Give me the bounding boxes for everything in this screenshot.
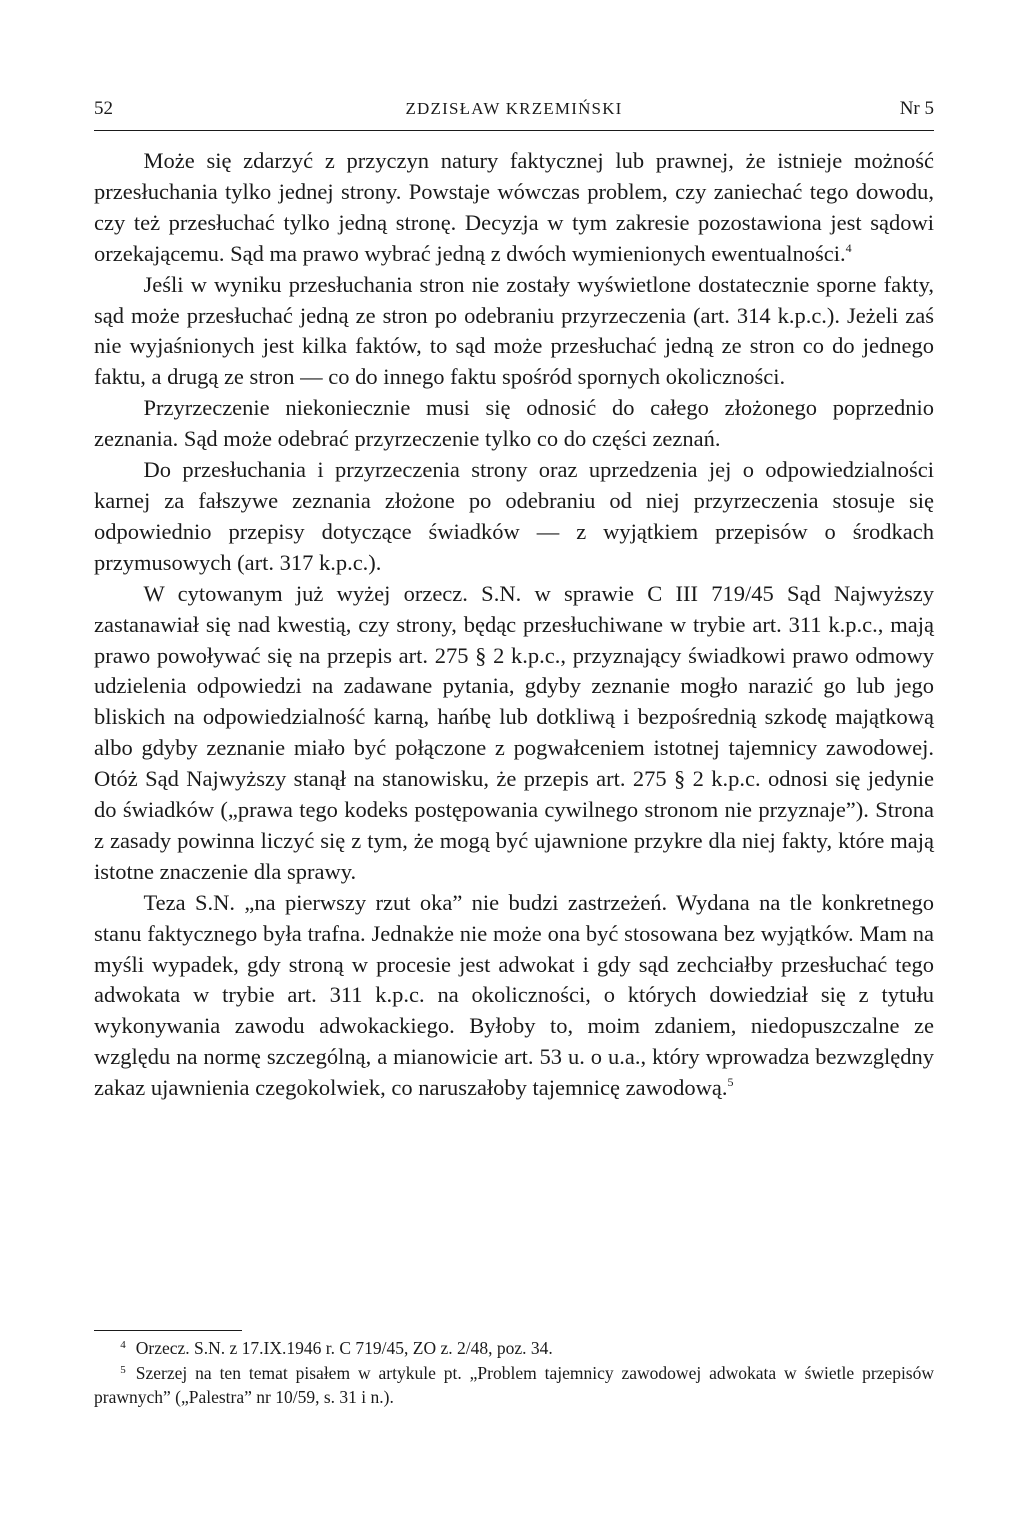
paragraph	[94, 146, 934, 270]
footnotes	[94, 1336, 934, 1410]
paragraph	[94, 270, 934, 394]
paragraph	[94, 579, 934, 888]
footnote-text: Orzecz. S.N. z 17.IX.1946 r. C 719/45, ZO z. 2/48, poz. 34.	[135, 1338, 553, 1358]
footnote-mark: 5	[120, 1363, 126, 1376]
running-title: ZDZISŁAW KRZEMIŃSKI	[405, 99, 623, 118]
paragraph	[94, 393, 934, 455]
paragraph-text: Przyrzeczenie niekoniecznie musi się odnosić do całego złożonego poprzednio zeznania. Sąd może odebrać przyrzeczenie tylko co do części zeznań.	[94, 395, 934, 452]
paragraph-text: Może się zdarzyć z przyczyn natury faktycznej lub prawnej, że istnieje możność przesłuchania tylko jednej strony. Powstaje wówczas problem, czy zaniechać tego dowodu, czy też przesłuchać tylko jedną stronę. Decyzja w tym zakresie pozostawiona jest sądowi orzekającemu. Sąd ma prawo wybrać jedną z dwóch wymienionych ewentualności.	[94, 148, 934, 266]
footnote-text: Szerzej na ten temat pisałem w artykule pt. „Problem tajemnicy zawodowej adwokata w świetle przepisów prawnych” („Palestra” nr 10/59, s. 31 i n.).	[94, 1362, 934, 1407]
paragraph-text: Jeśli w wyniku przesłuchania stron nie zostały wyświetlone dostatecznie sporne fakty, sąd może przesłuchać jedną ze stron po odebraniu przyrzeczenia (art. 314 k.p.c.). Jeżeli zaś nie wyjaśnionych jest kilka faktów, to sąd może przesłuchać jedną ze stron co do jednego faktu, a drugą ze stron — co do innego faktu spośród spornych okoliczności.	[94, 271, 934, 390]
page-number: 52	[94, 98, 113, 119]
footnote	[94, 1361, 934, 1410]
footnote-rule	[94, 1330, 242, 1331]
paragraph	[94, 888, 934, 1104]
footnote-mark: 4	[120, 1339, 126, 1351]
footnote-ref[interactable]: 4	[845, 240, 852, 255]
footnote	[94, 1336, 934, 1361]
paragraph-text: Do przesłuchania i przyrzeczenia strony oraz uprzedzenia jej o odpowiedzialności karnej za fałszywe zeznania złożone po odebraniu od niej przyrzeczenia stosuje się odpowiednio przepisy dotyczące świadków — z wyjątkiem przepisów o środkach przymusowych (art. 317 k.p.c.).	[94, 457, 934, 575]
header-rule	[94, 130, 934, 131]
issue-number: Nr 5	[899, 98, 934, 119]
paragraph-text: Teza S.N. „na pierwszy rzut oka” nie budzi zastrzeżeń. Wydana na tle konkretnego stanu faktycznego była trafna. Jednakże nie może ona być stosowana bez wyjątków. Mam na myśli wypadek, gdy stroną w procesie jest adwokat i gdy sąd zechciałby przesłuchać tego adwokata w trybie art. 311 k.p.c. na okoliczności, o których dowiedział się z tytułu wykonywania zawodu adwokackiego. Byłoby to, moim zdaniem, niedopuszczalne ze względu na normę szczególną, a mianowicie art. 53 u. o u.a., który wprowadza bezwzględny zakaz ujawnienia czegokolwiek, co naruszałoby tajemnicę zawodową.	[94, 889, 934, 1101]
body-text	[94, 146, 934, 1104]
paragraph	[94, 455, 934, 579]
footnote-ref[interactable]: 5	[727, 1075, 734, 1090]
paragraph-text: W cytowanym już wyżej orzecz. S.N. w sprawie C III 719/45 Sąd Najwyższy zastanawiał się nad kwestią, czy strony, będąc przesłuchiwane w trybie art. 311 k.p.c., mają prawo powoływać się na przepis art. 275 § 2 k.p.c., przyznający świadkowi prawo odmowy udzielenia odpowiedzi na zadawane pytania, gdyby zeznanie mogło narazić go lub jego bliskich na odpowiedzialność karną, hańbę lub dotkliwą i bezpośrednią szkodę majątkową albo gdyby zeznanie miało być połączone z pogwałceniem istotnej tajemnicy zawodowej. Otóż Sąd Najwyższy stanął na stanowisku, że przepis art. 275 § 2 k.p.c. odnosi się jedynie do świadków („prawa tego kodeks postępowania cywilnego stronom nie przyznaje”). Strona z zasady powinna liczyć się z tym, że mogą być ujawnione przykre dla niej fakty, które mają istotne znaczenie dla sprawy.	[94, 580, 934, 884]
page-header	[94, 92, 934, 132]
